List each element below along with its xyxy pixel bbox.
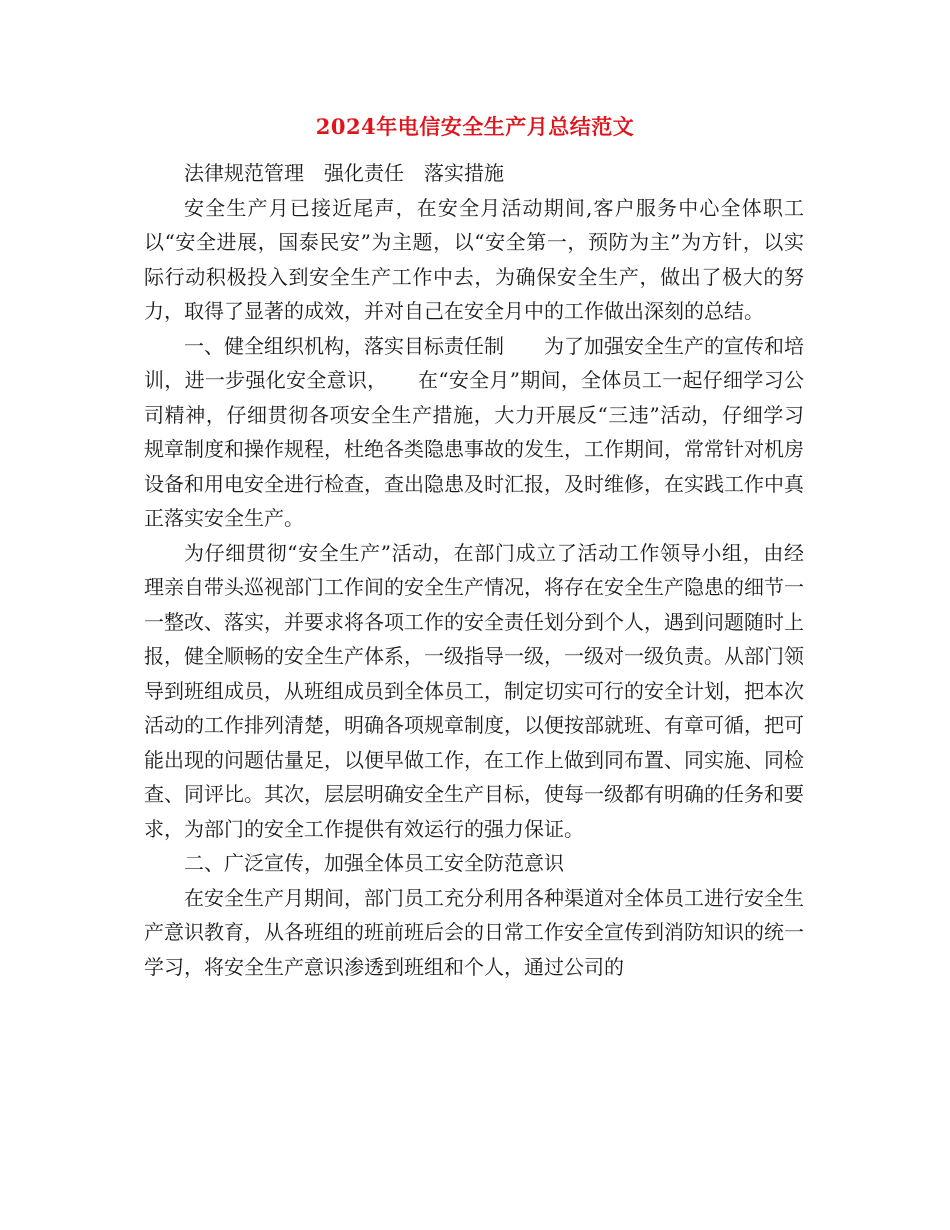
- body-paragraph: 为仔细贯彻“安全生产”活动，在部门成立了活动工作领导小组，由经理亲自带头巡视部门工作间的安全生产情况，将存在安全生产隐患的细节一一整改、落实，并要求将各项工作的安全责任划分到个人，遇到问题随时上报，健全顺畅的安全生产体系，一级指导一级，一级对一级负责。从部门领导到班组成员，从班组成员到全体员工，制定切实可行的安全计划，把本次活动的工作排列清楚，明确各项规章制度，以便按部就班、有章可循，把可能出现的问题估量足，以便早做工作，在工作上做到同布置、同实施、同检查、同评比。其次，层层明确安全生产目标，使每一级都有明确的任务和要求，为部门的安全工作提供有效运行的强力保证。: [144, 540, 804, 841]
- body-paragraph: 在安全生产月期间，部门员工充分利用各种渠道对全体员工进行安全生产意识教育，从各班组的班前班后会的日常工作安全宣传到消防知识的统一学习，将安全生产意识渗透到班组和个人，通过公司的: [144, 885, 804, 979]
- document-title: 2024年电信安全生产月总结范文: [315, 114, 635, 139]
- body-paragraph: 一、健全组织机构，落实目标责任制 为了加强安全生产的宣传和培训，进一步强化安全意识， 在“安全月”期间，全体员工一起仔细学习公司精神，仔细贯彻各项安全生产措施，大力开展反“三违”活动，仔细学习规章制度和操作规程，杜绝各类隐患事故的发生，工作期间，常常针对机房设备和用电安全进行检查，查出隐患及时汇报，及时维修，在实践工作中真正落实安全生产。: [144, 333, 804, 530]
- body-paragraph: 安全生产月已接近尾声，在安全月活动期间,客户服务中心全体职工以“安全进展，国泰民安”为主题，以“安全第一，预防为主”为方针，以实际行动积极投入到安全生产工作中去，为确保安全生产，做出了极大的努力，取得了显著的成效，并对自己在安全月中的工作做出深刻的总结。: [144, 195, 804, 323]
- body-paragraph: 法律规范管理 强化责任 落实措施: [184, 161, 504, 185]
- body-paragraph: 二、广泛宣传，加强全体员工安全防范意识: [184, 851, 564, 875]
- document-body: [144, 156, 804, 984]
